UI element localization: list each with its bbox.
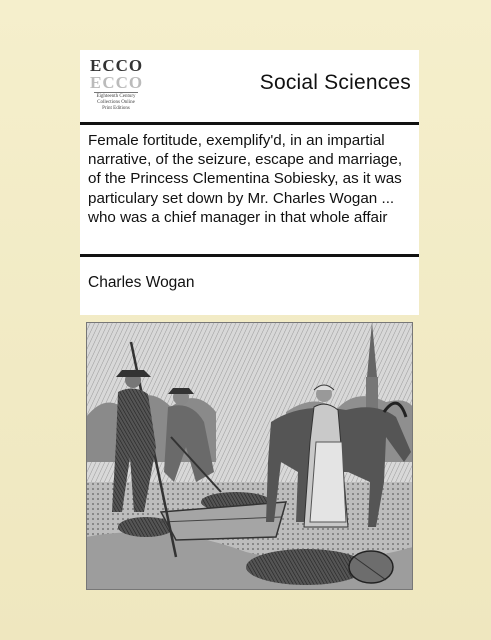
title-panel xyxy=(80,125,419,254)
logo-line-1: Eighteenth Century xyxy=(96,94,136,99)
ecco-logo xyxy=(90,57,142,119)
book-author: Charles Wogan xyxy=(88,274,195,291)
logo-rule xyxy=(94,92,138,93)
series-name: Social Sciences xyxy=(259,71,411,94)
cover-header xyxy=(80,50,419,122)
logo-line-2: Collections Online xyxy=(97,100,135,105)
logo-mark-reflection: ECCO xyxy=(90,73,144,92)
cover-illustration xyxy=(86,322,413,590)
logo-line-3: Print Editions xyxy=(102,106,130,111)
author-panel xyxy=(80,257,419,315)
book-title: Female fortitude, exemplify'd, in an impartial narrative, of the seizure, escape and marriage, of the Princess Clementina Sobiesky, as it was particulary set down by Mr. Charles Wogan ... who was a chief manager in that whole affair xyxy=(88,132,403,226)
engraving-peasants-and-horse-icon xyxy=(86,322,413,590)
logo-mark: ECCO xyxy=(90,56,144,75)
